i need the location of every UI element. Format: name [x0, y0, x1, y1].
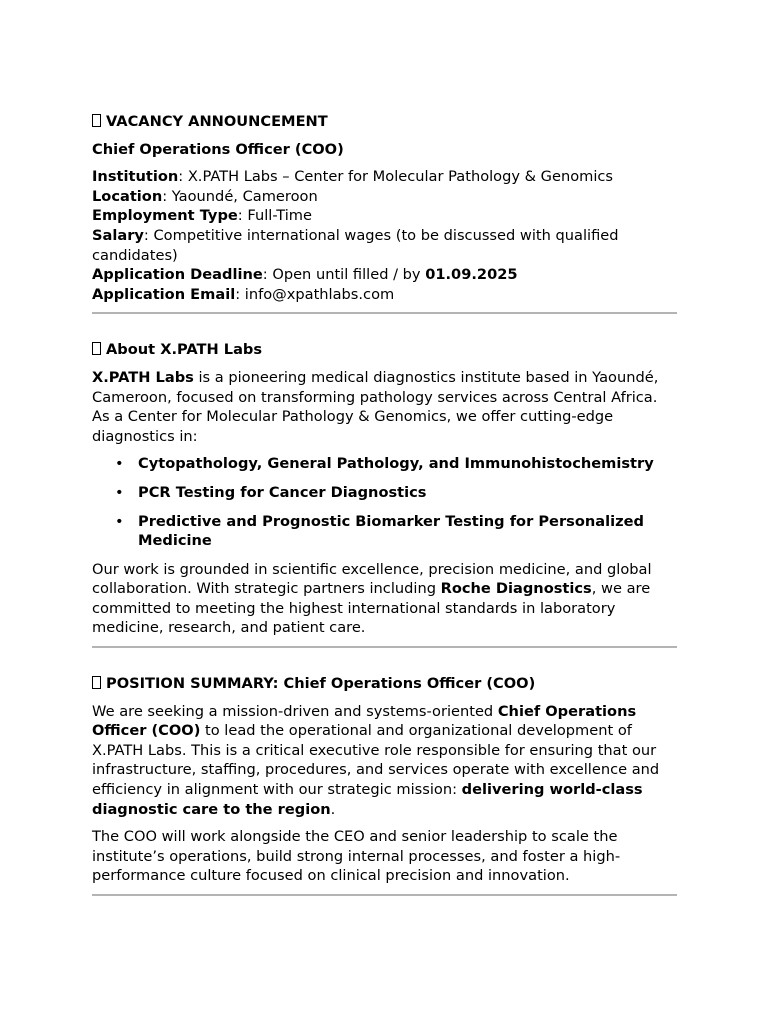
employment-value: Full-Time [247, 207, 312, 225]
about-intro-org: X.PATH Labs [92, 368, 194, 386]
salary-label: Salary [92, 226, 144, 244]
deadline-line: Application Deadline: Open until filled / by 01.09.2025 [92, 266, 518, 284]
missing-emoji-icon [92, 114, 101, 127]
deadline-text: Open until filled / by [272, 266, 421, 284]
document-content [92, 112, 677, 896]
about-heading [92, 340, 677, 360]
section-divider [92, 894, 677, 896]
about-closing-end: , we are committed to meeting the highest international standards in laboratory medicine, research, and patient care. [92, 580, 651, 637]
about-intro-text: is a pioneering medical diagnostics institute based in Yaoundé, Cameroon, focused on transforming pathology services across Central Africa. As a Center for Molecular Pathology & Genomics, we offer cutting-edge diagnostics in: [92, 368, 659, 445]
summary-p1-start: We are seeking a mission-driven and systems-oriented [92, 702, 494, 720]
job-title: Chief Operations Officer (COO) [92, 140, 344, 158]
summary-p1-role: Chief Operations Officer (COO) [92, 702, 637, 740]
missing-emoji-icon [92, 676, 101, 689]
email-value[interactable]: info@xpathlabs.com [244, 285, 395, 303]
section-divider [92, 646, 677, 648]
about-closing [92, 560, 677, 638]
about-intro [92, 368, 677, 446]
list-item: • Predictive and Prognostic Biomarker Testing for Personalized Medicine [138, 512, 677, 551]
list-item: • PCR Testing for Cancer Diagnostics [138, 483, 677, 503]
about-closing-start: Our work is grounded in scientific excellence, precision medicine, and global collaboration. With strategic partners including [92, 560, 652, 598]
job-info [92, 167, 677, 304]
section-divider [92, 312, 677, 314]
location-value: Yaoundé, Cameroon [171, 187, 318, 205]
summary-heading [92, 674, 677, 694]
vacancy-heading-text: VACANCY ANNOUNCEMENT [106, 113, 328, 130]
location-line: Location: Yaoundé, Cameroon [92, 187, 318, 205]
about-heading-text: About X.PATH Labs [106, 341, 263, 359]
summary-heading-text: POSITION SUMMARY: Chief Operations Officer (COO) [106, 675, 536, 693]
institution-label: Institution [92, 168, 179, 186]
vacancy-heading [92, 112, 677, 132]
deadline-label: Application Deadline [92, 266, 263, 284]
salary-line: Salary: Competitive international wages (to be discussed with qualified candidates) [92, 226, 619, 264]
services-list [92, 454, 677, 550]
institution-line: Institution: X.PATH Labs – Center for Molecular Pathology & Genomics [92, 168, 614, 186]
summary-p1-end: . [330, 800, 336, 818]
location-label: Location [92, 187, 163, 205]
summary-paragraph-1 [92, 702, 677, 820]
employment-line: Employment Type: Full-Time [92, 207, 312, 225]
institution-value: X.PATH Labs – Center for Molecular Pathology & Genomics [187, 168, 614, 186]
summary-p1-mission: delivering world-class diagnostic care to the region [92, 781, 643, 818]
list-item: • Cytopathology, General Pathology, and Immunohistochemistry [138, 454, 677, 474]
email-line: Application Email: info@xpathlabs.com [92, 285, 395, 303]
salary-value: Competitive international wages (to be discussed with qualified candidates) [92, 226, 619, 264]
missing-emoji-icon [92, 342, 101, 355]
deadline-date: 01.09.2025 [425, 266, 518, 284]
summary-paragraph-2: The COO will work alongside the CEO and senior leadership to scale the institute’s operations, build strong internal processes, and foster a high-performance culture focused on clinical precision and innovation. [92, 828, 621, 885]
employment-label: Employment Type [92, 207, 238, 225]
partner-name: Roche Diagnostics [440, 580, 592, 598]
email-label: Application Email [92, 285, 236, 303]
summary-p1-mid: to lead the operational and organizational development of X.PATH Labs. This is a critical executive role responsible for ensuring that our infrastructure, staffing, procedures, and services operate with excellence and efficiency in alignment with our strategic mission: [92, 722, 660, 799]
